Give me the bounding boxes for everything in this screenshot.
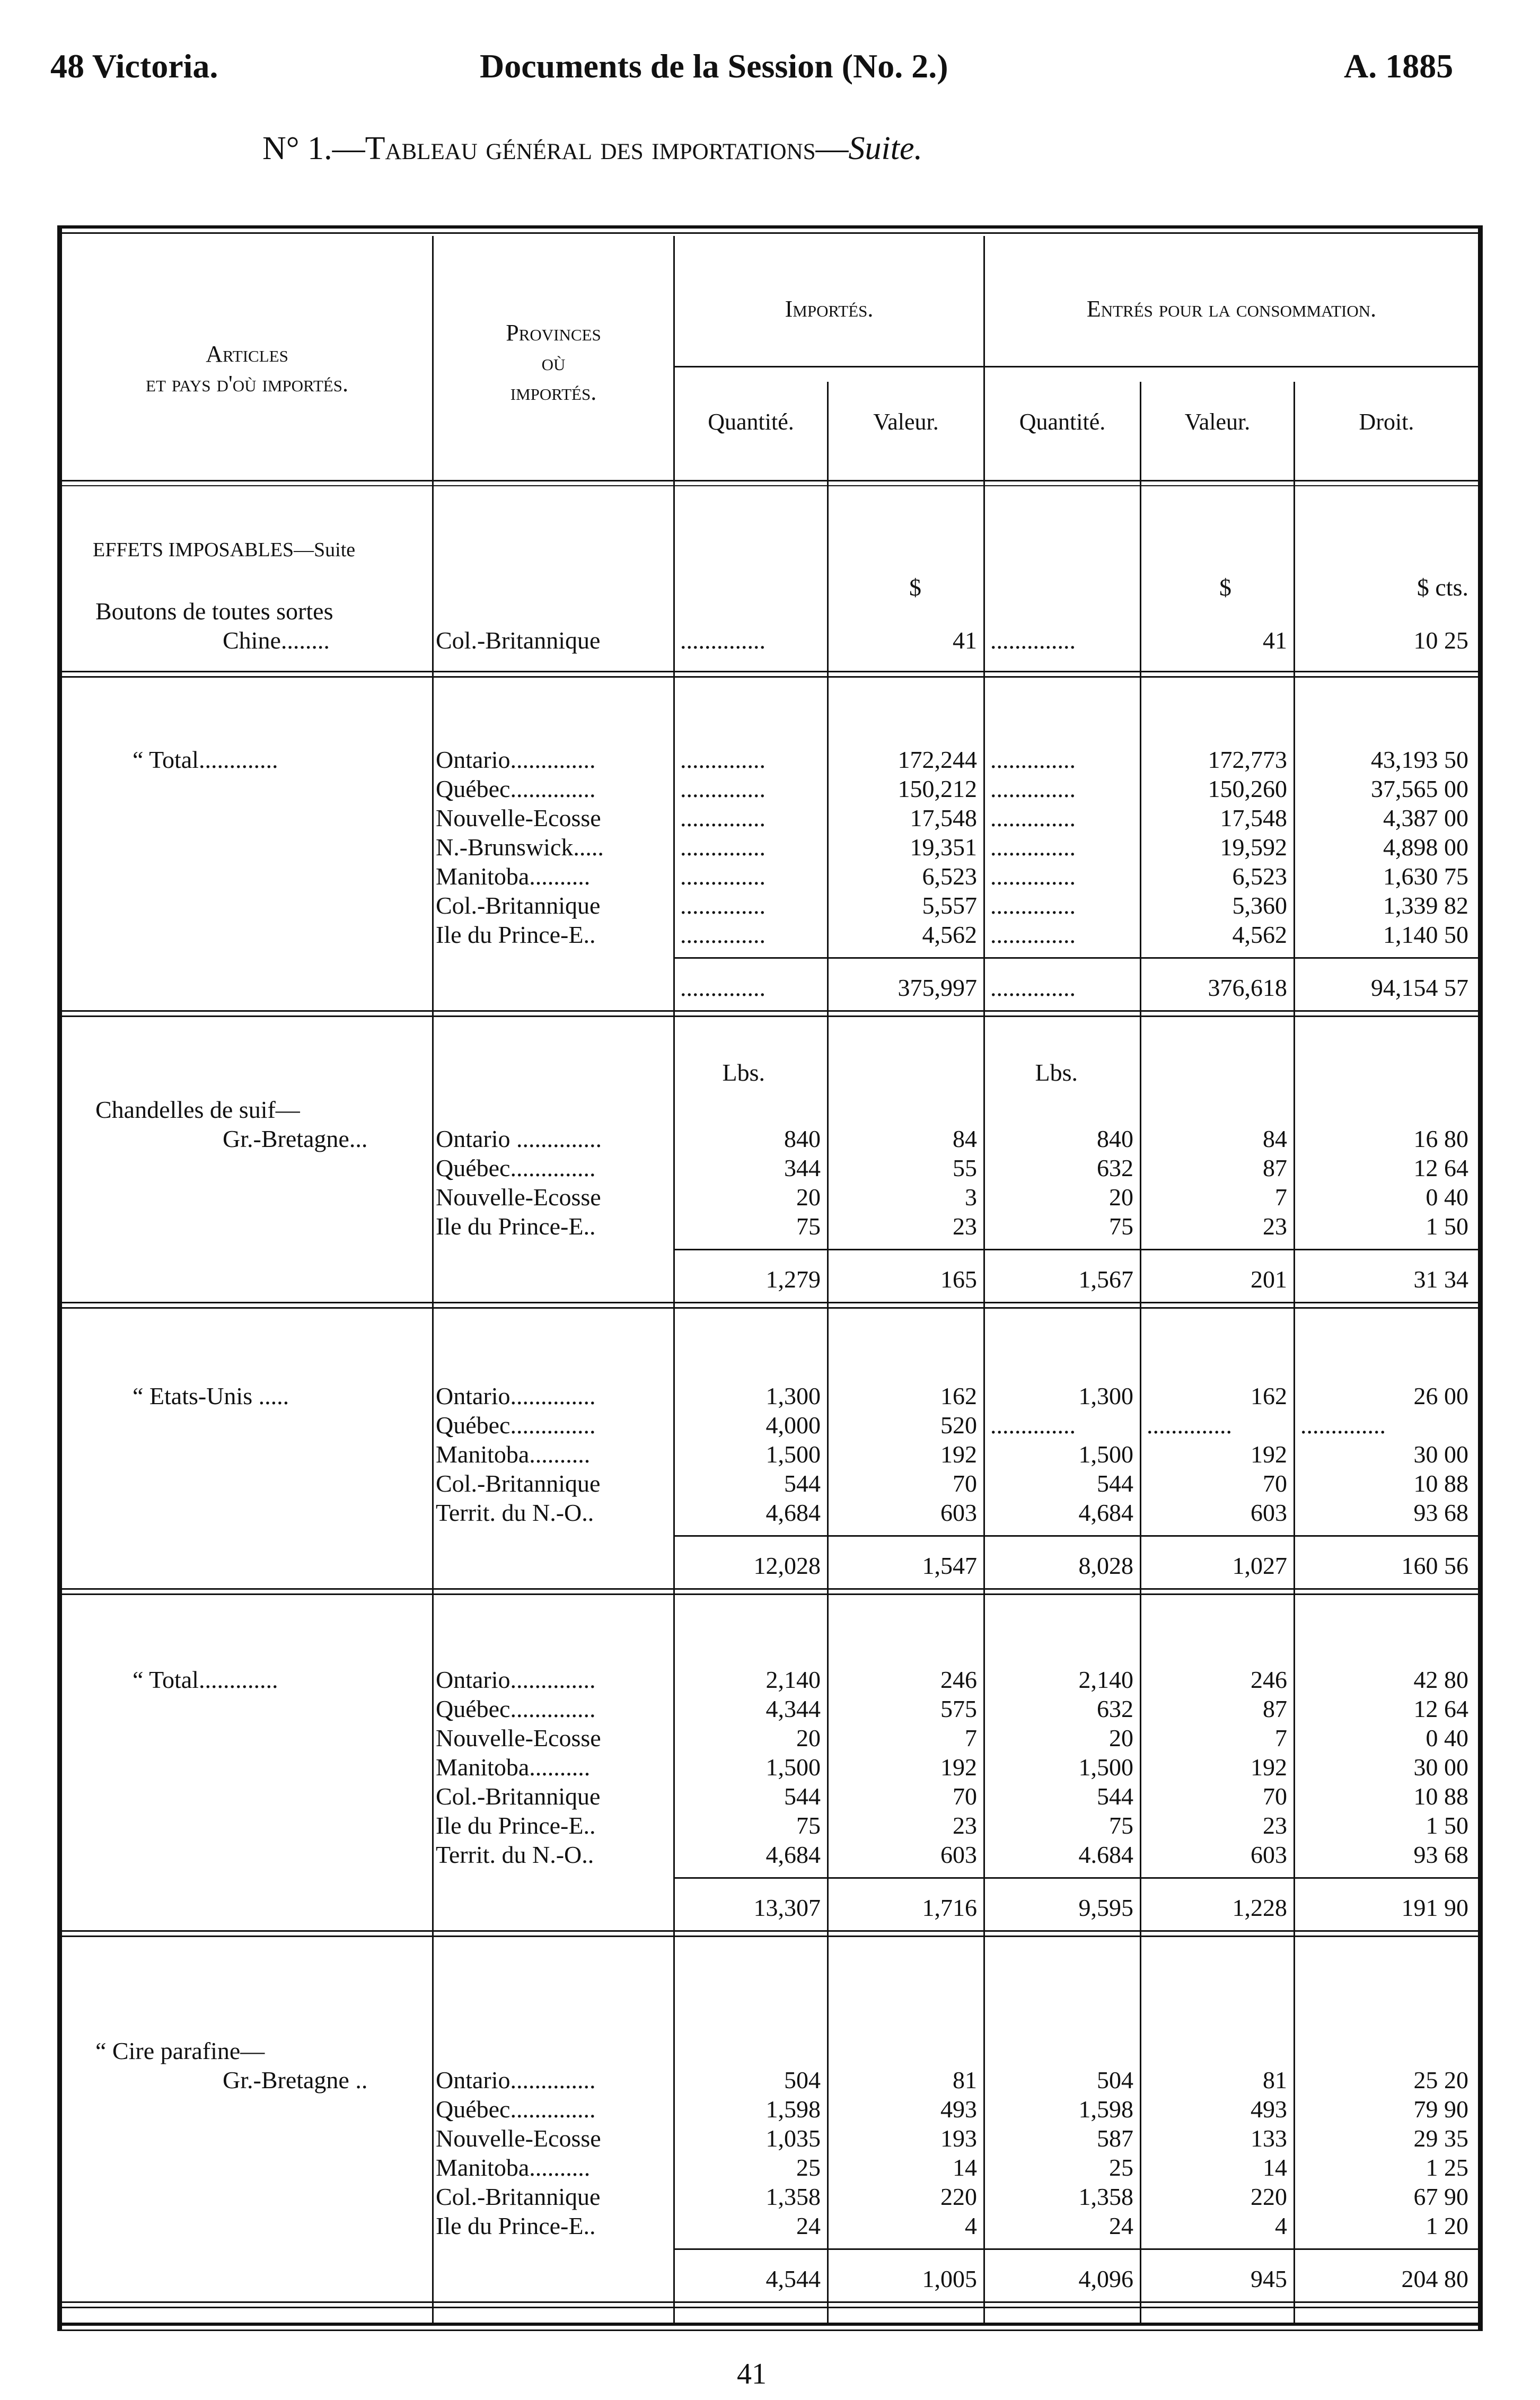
cell-qty2: 1,300 <box>1078 1382 1133 1409</box>
cell-qty2: 504 <box>1097 2066 1133 2094</box>
table-rule <box>62 1307 1478 1309</box>
cell-val2: 7 <box>1275 1184 1287 1211</box>
col-header-provinces <box>434 318 673 407</box>
cell-val2: 220 <box>1251 2183 1287 2210</box>
cell-qty2: .............. <box>990 863 1076 890</box>
total-qty2: 8,028 <box>1078 1552 1133 1579</box>
cell-val1: 5,557 <box>922 892 977 919</box>
table-rule <box>675 2248 1478 2250</box>
cell-qty2: 20 <box>1109 1184 1133 1211</box>
total-duty: 94,154 57 <box>1371 974 1468 1001</box>
cell-duty: 26 00 <box>1413 1382 1468 1409</box>
cell-duty: 0 40 <box>1425 1184 1468 1211</box>
row-province: Manitoba.......... <box>436 1754 591 1781</box>
cell-qty1: 840 <box>784 1125 821 1152</box>
cell-val2: 19,592 <box>1220 834 1287 861</box>
cell-val1: 55 <box>953 1154 977 1181</box>
total-duty: 160 56 <box>1401 1552 1468 1579</box>
cell-qty2: 75 <box>1109 1213 1133 1240</box>
cell-val1: 70 <box>953 1470 977 1497</box>
cell-qty1: 75 <box>796 1213 821 1240</box>
unit-label-val2: $ <box>1219 574 1231 601</box>
cell-qty1: 1,300 <box>765 1382 821 1409</box>
cell-qty1: .............. <box>680 892 765 919</box>
cell-qty1: 4,684 <box>765 1841 821 1868</box>
article-country: Chine........ <box>223 627 330 654</box>
cell-qty1: .............. <box>680 863 765 890</box>
col-header-valeur: Valeur. <box>873 409 939 435</box>
cell-val2: 84 <box>1263 1125 1287 1152</box>
cell-qty2: .............. <box>990 775 1076 802</box>
col-header-droit: Droit. <box>1359 409 1414 435</box>
row-province: Québec.............. <box>436 775 596 802</box>
row-province: Québec.............. <box>436 1154 596 1181</box>
row-province: Col.-Britannique <box>436 892 601 919</box>
cell-val1: 70 <box>953 1783 977 1810</box>
cell-val2: 603 <box>1251 1499 1287 1526</box>
cell-val2: 192 <box>1251 1754 1287 1781</box>
cell-qty1: 4,684 <box>765 1499 821 1526</box>
cell-val2: 17,548 <box>1220 804 1287 831</box>
cell-qty2: 4.684 <box>1078 1841 1133 1868</box>
article-name: “ Total............. <box>133 746 278 773</box>
cell-val2: 150,260 <box>1208 775 1287 802</box>
row-province: Manitoba.......... <box>436 1441 591 1468</box>
cell-qty1: 344 <box>784 1154 821 1181</box>
cell-qty2: 20 <box>1109 1724 1133 1751</box>
cell-duty: 25 20 <box>1413 2066 1468 2094</box>
cell-qty1: 4,344 <box>765 1695 821 1722</box>
row-province: Ontario.............. <box>436 2066 596 2094</box>
cell-qty1: .............. <box>680 746 765 773</box>
cell-val1: 6,523 <box>922 863 977 890</box>
cell-qty2: 2,140 <box>1078 1666 1133 1693</box>
cell-val1: 81 <box>953 2066 977 2094</box>
cell-val1: 192 <box>940 1441 977 1468</box>
cell-qty2: .............. <box>990 892 1076 919</box>
cell-duty: 1 20 <box>1425 2212 1468 2239</box>
col-header-importes: Importés. <box>785 296 874 322</box>
row-province: Col.-Britannique <box>436 1783 601 1810</box>
article-country: Gr.-Bretagne... <box>223 1125 368 1152</box>
cell-qty2: 1,358 <box>1078 2183 1133 2210</box>
row-province: Nouvelle-Ecosse <box>436 2125 601 2152</box>
total-val1: 1,716 <box>922 1894 977 1921</box>
article-name: Chandelles de suif— <box>95 1096 300 1123</box>
cell-qty2: 544 <box>1097 1783 1133 1810</box>
table-rule <box>675 957 1478 959</box>
total-qty1: 12,028 <box>753 1552 821 1579</box>
row-province: Manitoba.......... <box>436 2154 591 2181</box>
cell-duty: 4,898 00 <box>1383 834 1468 861</box>
cell-val2: 246 <box>1251 1666 1287 1693</box>
row-province: Ontario.............. <box>436 746 596 773</box>
col-header-articles-line2: et pays d'où importés. <box>146 371 348 397</box>
row-province: Nouvelle-Ecosse <box>436 804 601 831</box>
row-province: N.-Brunswick..... <box>436 834 604 861</box>
unit-label-duty: $ cts. <box>1416 574 1468 601</box>
cell-val1: 19,351 <box>910 834 977 861</box>
total-duty: 31 34 <box>1413 1266 1468 1293</box>
row-province: Québec.............. <box>436 2096 596 2123</box>
cell-qty1: 544 <box>784 1470 821 1497</box>
cell-val2: 4,562 <box>1232 921 1287 948</box>
cell-duty: 4,387 00 <box>1383 804 1468 831</box>
row-province: Nouvelle-Ecosse <box>436 1724 601 1751</box>
table-rule <box>62 1593 1478 1595</box>
cell-duty: 42 80 <box>1413 1666 1468 1693</box>
cell-val1: 17,548 <box>910 804 977 831</box>
cell-val1: 4 <box>965 2212 977 2239</box>
total-val1: 1,547 <box>922 1552 977 1579</box>
row-province: Ile du Prince-E.. <box>436 1812 596 1839</box>
total-val1: 165 <box>940 1266 977 1293</box>
cell-qty1: .............. <box>680 804 765 831</box>
row-province: Ile du Prince-E.. <box>436 1213 596 1240</box>
cell-qty2: 75 <box>1109 1812 1133 1839</box>
cell-val1: 4,562 <box>922 921 977 948</box>
cell-duty: 30 00 <box>1413 1754 1468 1781</box>
table-rule <box>62 2301 1478 2303</box>
total-val2: 1,027 <box>1232 1552 1287 1579</box>
cell-duty: 1 50 <box>1425 1213 1468 1240</box>
cell-val2: 41 <box>1263 627 1287 654</box>
row-province: Ontario.............. <box>436 1666 596 1693</box>
table-rule <box>62 676 1478 678</box>
cell-val1: 41 <box>953 627 977 654</box>
cell-qty1: .............. <box>680 627 765 654</box>
total-qty1: 1,279 <box>765 1266 821 1293</box>
cell-val1: 84 <box>953 1125 977 1152</box>
cell-qty1: 1,500 <box>765 1441 821 1468</box>
total-qty2: 1,567 <box>1078 1266 1133 1293</box>
table-rule <box>62 1015 1478 1017</box>
table-rule <box>675 1249 1478 1250</box>
cell-duty: 10 25 <box>1413 627 1468 654</box>
cell-val2: 70 <box>1263 1470 1287 1497</box>
col-header-provinces-line2: où <box>541 349 566 375</box>
cell-duty: 29 35 <box>1413 2125 1468 2152</box>
table-rule <box>62 1588 1478 1590</box>
article-name: Boutons de toutes sortes <box>95 598 333 625</box>
cell-duty: 1,630 75 <box>1383 863 1468 890</box>
col-header-articles-line1: Articles <box>206 341 288 367</box>
total-val1: 1,005 <box>922 2265 977 2292</box>
title-text: Tableau général des importations— <box>365 130 849 167</box>
cell-qty1: .............. <box>680 775 765 802</box>
cell-duty: 12 64 <box>1413 1154 1468 1181</box>
cell-duty: 1 25 <box>1425 2154 1468 2181</box>
col-header-provinces-line3: importés. <box>510 379 597 405</box>
header-left: 48 Victoria. <box>50 47 218 85</box>
table-rule <box>62 1935 1478 1937</box>
cell-val1: 575 <box>940 1695 977 1722</box>
total-val2: 201 <box>1251 1266 1287 1293</box>
col-header-quantite: Quantité. <box>708 409 794 435</box>
cell-val2: .............. <box>1147 1412 1232 1439</box>
cell-val2: 81 <box>1263 2066 1287 2094</box>
cell-qty2: .............. <box>990 1412 1076 1439</box>
col-header-valeur2: Valeur. <box>1184 409 1251 435</box>
row-province: Ile du Prince-E.. <box>436 2212 596 2239</box>
total-qty2: .............. <box>990 974 1076 1001</box>
cell-val1: 3 <box>965 1184 977 1211</box>
cell-val2: 14 <box>1263 2154 1287 2181</box>
cell-val2: 87 <box>1263 1695 1287 1722</box>
cell-val1: 23 <box>953 1213 977 1240</box>
cell-duty: 10 88 <box>1413 1470 1468 1497</box>
cell-val1: 520 <box>940 1412 977 1439</box>
unit-label-qty1: Lbs. <box>722 1059 765 1086</box>
table-rule <box>675 1535 1478 1537</box>
cell-qty2: 544 <box>1097 1470 1133 1497</box>
cell-qty2: 587 <box>1097 2125 1133 2152</box>
cell-qty1: 1,358 <box>765 2183 821 2210</box>
cell-qty1: 1,035 <box>765 2125 821 2152</box>
cell-qty2: .............. <box>990 834 1076 861</box>
cell-qty2: 1,598 <box>1078 2096 1133 2123</box>
row-province: Ile du Prince-E.. <box>436 921 596 948</box>
table-rule <box>675 1877 1478 1879</box>
total-val2: 945 <box>1251 2265 1287 2292</box>
header-center: Documents de la Session (No. 2.) <box>480 47 948 85</box>
cell-val2: 493 <box>1251 2096 1287 2123</box>
cell-duty: 93 68 <box>1413 1841 1468 1868</box>
cell-duty: 1,339 82 <box>1383 892 1468 919</box>
cell-val1: 603 <box>940 1841 977 1868</box>
cell-val1: 172,244 <box>897 746 977 773</box>
cell-duty: 43,193 50 <box>1371 746 1468 773</box>
cell-qty1: 20 <box>796 1724 821 1751</box>
cell-duty: 16 80 <box>1413 1125 1468 1152</box>
cell-duty: 0 40 <box>1425 1724 1468 1751</box>
cell-duty: .............. <box>1300 1412 1386 1439</box>
cell-val2: 5,360 <box>1232 892 1287 919</box>
article-country: Gr.-Bretagne .. <box>223 2066 368 2094</box>
cell-val1: 192 <box>940 1754 977 1781</box>
title-suffix: Suite. <box>848 130 923 167</box>
cell-val1: 493 <box>940 2096 977 2123</box>
cell-val2: 603 <box>1251 1841 1287 1868</box>
cell-qty1: .............. <box>680 834 765 861</box>
cell-val1: 193 <box>940 2125 977 2152</box>
row-province: Québec.............. <box>436 1412 596 1439</box>
total-qty1: 13,307 <box>753 1894 821 1921</box>
row-province: Territ. du N.-O.. <box>436 1841 594 1868</box>
table-rule <box>62 1930 1478 1932</box>
cell-val2: 172,773 <box>1208 746 1287 773</box>
cell-val2: 70 <box>1263 1783 1287 1810</box>
cell-qty2: 24 <box>1109 2212 1133 2239</box>
total-val1: 375,997 <box>897 974 977 1001</box>
cell-val2: 133 <box>1251 2125 1287 2152</box>
cell-qty2: .............. <box>990 921 1076 948</box>
row-province: Québec.............. <box>436 1695 596 1722</box>
row-province: Col.-Britannique <box>436 1470 601 1497</box>
unit-label-qty2: Lbs. <box>1035 1059 1078 1086</box>
cell-qty2: 632 <box>1097 1695 1133 1722</box>
cell-val2: 162 <box>1251 1382 1287 1409</box>
cell-val1: 23 <box>953 1812 977 1839</box>
cell-qty2: .............. <box>990 627 1076 654</box>
table-rule <box>62 1010 1478 1012</box>
total-qty2: 9,595 <box>1078 1894 1133 1921</box>
cell-duty: 10 88 <box>1413 1783 1468 1810</box>
total-qty1: .............. <box>680 974 765 1001</box>
table-rule <box>62 671 1478 672</box>
total-val2: 376,618 <box>1208 974 1287 1001</box>
cell-val1: 220 <box>940 2183 977 2210</box>
cell-qty2: .............. <box>990 746 1076 773</box>
cell-val2: 7 <box>1275 1724 1287 1751</box>
cell-qty1: 20 <box>796 1184 821 1211</box>
cell-qty1: 1,500 <box>765 1754 821 1781</box>
article-name: “ Cire parafine— <box>95 2037 265 2064</box>
cell-val1: 7 <box>965 1724 977 1751</box>
cell-qty1: 1,598 <box>765 2096 821 2123</box>
header-right: A. 1885 <box>1344 47 1454 85</box>
row-province: Col.-Britannique <box>436 2183 601 2210</box>
cell-duty: 1 50 <box>1425 1812 1468 1839</box>
row-province: Ontario .............. <box>436 1125 602 1152</box>
cell-qty1: .............. <box>680 921 765 948</box>
cell-qty2: 4,684 <box>1078 1499 1133 1526</box>
cell-duty: 30 00 <box>1413 1441 1468 1468</box>
total-qty2: 4,096 <box>1078 2265 1133 2292</box>
cell-duty: 37,565 00 <box>1371 775 1468 802</box>
row-province: Ontario.............. <box>436 1382 596 1409</box>
cell-val2: 87 <box>1263 1154 1287 1181</box>
cell-duty: 1,140 50 <box>1383 921 1468 948</box>
cell-val1: 150,212 <box>897 775 977 802</box>
cell-qty1: 2,140 <box>765 1666 821 1693</box>
cell-val1: 162 <box>940 1382 977 1409</box>
col-header-entres: Entrés pour la consommation. <box>1086 296 1377 322</box>
table-rule <box>62 2307 1478 2308</box>
cell-duty: 12 64 <box>1413 1695 1468 1722</box>
row-province: Manitoba.......... <box>436 863 591 890</box>
row-province: Territ. du N.-O.. <box>436 1499 594 1526</box>
cell-duty: 93 68 <box>1413 1499 1468 1526</box>
cell-qty2: 1,500 <box>1078 1754 1133 1781</box>
row-province: Nouvelle-Ecosse <box>436 1184 601 1211</box>
cell-duty: 67 90 <box>1413 2183 1468 2210</box>
cell-qty1: 25 <box>796 2154 821 2181</box>
col-header-provinces-line1: Provinces <box>506 320 601 346</box>
article-name: “ Total............. <box>133 1666 278 1693</box>
cell-val2: 4 <box>1275 2212 1287 2239</box>
cell-val2: 192 <box>1251 1441 1287 1468</box>
page-title <box>262 130 922 168</box>
cell-qty1: 504 <box>784 2066 821 2094</box>
cell-qty2: 25 <box>1109 2154 1133 2181</box>
cell-val2: 23 <box>1263 1213 1287 1240</box>
cell-duty: 79 90 <box>1413 2096 1468 2123</box>
section-heading: EFFETS IMPOSABLES—Suite <box>93 539 356 561</box>
cell-qty1: 24 <box>796 2212 821 2239</box>
table-rule <box>62 1302 1478 1303</box>
article-name: “ Etats-Unis ..... <box>133 1382 289 1409</box>
cell-qty1: 75 <box>796 1812 821 1839</box>
cell-val2: 6,523 <box>1232 863 1287 890</box>
cell-val1: 246 <box>940 1666 977 1693</box>
total-duty: 191 90 <box>1401 1894 1468 1921</box>
cell-qty2: 632 <box>1097 1154 1133 1181</box>
page-number: 41 <box>737 2358 767 2390</box>
title-number: N° 1.— <box>262 130 365 167</box>
total-qty1: 4,544 <box>765 2265 821 2292</box>
total-val2: 1,228 <box>1232 1894 1287 1921</box>
cell-qty2: 840 <box>1097 1125 1133 1152</box>
cell-val1: 603 <box>940 1499 977 1526</box>
cell-val1: 14 <box>953 2154 977 2181</box>
cell-qty2: .............. <box>990 804 1076 831</box>
cell-qty2: 1,500 <box>1078 1441 1133 1468</box>
cell-qty1: 4,000 <box>765 1412 821 1439</box>
total-duty: 204 80 <box>1401 2265 1468 2292</box>
row-province: Col.-Britannique <box>436 627 601 654</box>
col-header-articles <box>62 339 432 399</box>
col-header-quantite2: Quantité. <box>1019 409 1106 435</box>
cell-qty1: 544 <box>784 1783 821 1810</box>
unit-label-val1: $ <box>909 574 921 601</box>
cell-val2: 23 <box>1263 1812 1287 1839</box>
